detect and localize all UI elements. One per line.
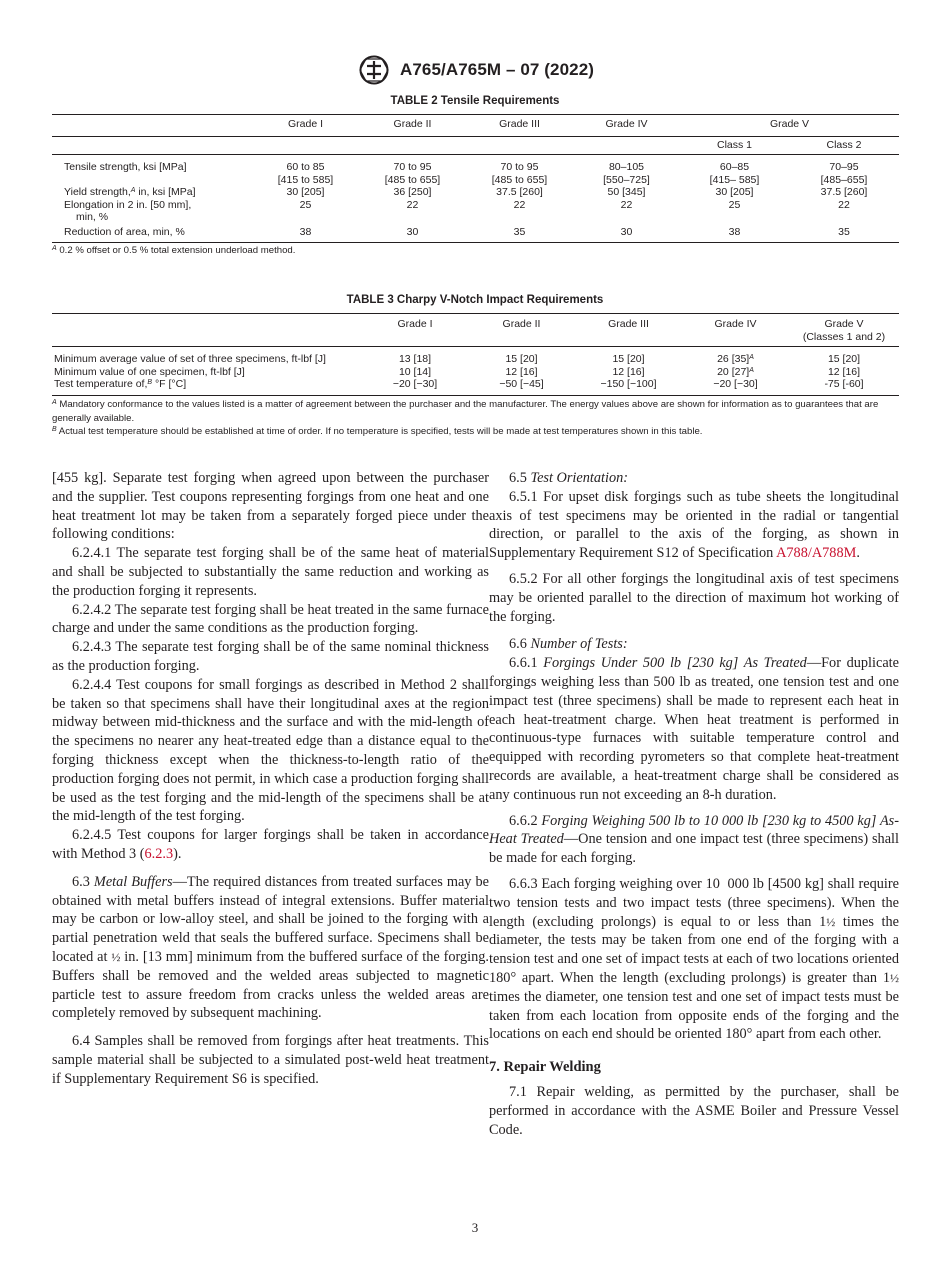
table-cell: 35 xyxy=(466,224,573,243)
table-cell: [415 to 585] xyxy=(277,173,334,186)
table-header-cell: Grade II xyxy=(359,115,466,137)
table-cell: 22 xyxy=(406,198,419,211)
section-heading-repair-welding: 7. Repair Welding xyxy=(489,1059,601,1076)
table-cell: 12 [16] xyxy=(827,365,861,378)
paragraph-7-1: 7.1 Repair welding, as permitted by the purchaser, shall be performed in accordance with the ASME Boiler and Pressure Vessel Code. xyxy=(489,1083,899,1138)
paragraph-6-2-4-4: 6.2.4.4 Test coupons for small forgings as described in Method 2 shall be taken so that specimens shall have their longitudinal axes at the region midway between mid-thickness and the surface and with the mid-length of the specimens no nearer any heat-treated edge than a distance equal to the forging thickness except when the thickness-to-length ratio of the production forging does not permit, in which case a production forging shall be used as the test forging and the mid-length of the specimens shall be at the mid-length of the test forging. xyxy=(52,676,489,825)
row-label: Minimum value of one specimen, ft-lbf [J] xyxy=(54,365,245,378)
footnote-mark: A xyxy=(130,187,136,194)
table-2-title: TABLE 2 Tensile Requirements xyxy=(390,95,560,107)
table-cell: 15 [20] xyxy=(827,353,861,365)
paragraph-6-5-2: 6.5.2 For all other forgings the longitudinal axis of test specimens may be oriented parallel to the direction of maximum hot working of the forging. xyxy=(489,570,899,625)
table-3-charpy xyxy=(52,313,899,396)
table-cell: 80–105 xyxy=(608,161,645,173)
row-label: Tensile strength, ksi [MPa] xyxy=(64,161,187,173)
table-cell: 30 [205] xyxy=(715,186,754,198)
table-header-cell: Grade II xyxy=(468,314,575,347)
left-column xyxy=(52,469,489,1089)
paragraph-6-2-4-3: 6.2.4.3 The separate test forging shall be of the same nominal thickness as the production forging. xyxy=(52,639,489,674)
table-cell: -75 [-60] xyxy=(789,378,899,395)
table-subheader-cell: Class 1 xyxy=(680,137,789,155)
table-cell: −20 [−30] xyxy=(682,378,789,395)
table-3-footnote-a: $^A$ Mandatory conformance to the values listed is a matter of agreement between the purchaser and the manufacturer. The energy values above are shown for information as to guarantees that are generally available. xyxy=(52,399,879,424)
table-row xyxy=(52,199,899,224)
table-cell: 37.5 [260] xyxy=(820,186,868,198)
paragraph-6-6-2: 6.6.2 Forging Weighing 500 lb to 10 000 lb [230 kg to 4500 kg] As-Heat Treated—One tension and one impact test (three specimens) shall be made for each forging. xyxy=(489,812,900,867)
table-cell: 20 [27]$^A$ xyxy=(717,365,754,378)
table-cell: 22 xyxy=(513,198,526,211)
table-header-cell: Grade IV xyxy=(573,115,680,137)
paragraph-6-2-4-5: 6.2.4.5 Test coupons for larger forgings shall be taken in accordance with Method 3 (6.2.3). xyxy=(52,827,489,862)
table-cell: 38 xyxy=(252,224,359,243)
astm-logo-icon xyxy=(356,54,392,86)
table-cell: [485–655] xyxy=(820,173,868,186)
table-cell: 35 xyxy=(789,224,899,243)
table-cell: 60 to 85 xyxy=(286,161,325,173)
table-cell: 38 xyxy=(680,224,789,243)
table-cell: 25 xyxy=(299,198,312,211)
row-label: Reduction of area, min, % xyxy=(52,224,252,243)
table-subheader-cell: Class 2 xyxy=(789,137,899,155)
paragraph-6-2-4-2: 6.2.4.2 The separate test forging shall be heat treated in the same furnace charge and under the same conditions as the production forging. xyxy=(52,601,489,637)
table-cell: [415– 585] xyxy=(709,173,760,186)
paragraph-6-6-1: 6.6.1 Forgings Under 500 lb [230 kg] As Treated—For duplicate forgings weighing less than 500 lb as treated, one tension test and one impact test (three specimens) shall be made to represent each heat in each heat-treatment charge. When heat treatment is performed in continuous-type furnaces with suitable temperature control and equipped with recording pyrometers so that complete heat-treatment records are available, a heat-treatment charge shall be considered as any continuous run not exceeding an 8-h duration. xyxy=(489,655,899,803)
table-cell: −50 [−45] xyxy=(468,378,575,395)
table-header-cell: Grade I xyxy=(362,314,468,347)
table-cell: 50 [345] xyxy=(607,186,646,198)
page-number: 3 xyxy=(471,1220,479,1235)
table-header-cell: Grade III xyxy=(466,115,573,137)
table-cell: 22 xyxy=(838,198,850,211)
table-cell: [485 to 655] xyxy=(491,173,548,186)
table-cell: 10 [14] xyxy=(398,365,432,378)
row-label: Yield strength,$^A$ in, ksi [MPa] xyxy=(64,186,196,198)
page-header xyxy=(0,54,950,86)
table-cell: 60–85 xyxy=(719,161,750,173)
table-cell: 15 [20] xyxy=(612,353,645,365)
table-row xyxy=(52,155,899,187)
table-header-cell: Grade V xyxy=(680,115,899,137)
table-cell: 70 to 95 xyxy=(500,161,539,173)
paragraph-6-4: 6.4 Samples shall be removed from forgings after heat treatments. This sample material shall be subjected to a simulated post-weld heat treatment if Supplementary Requirement S6 is specified. xyxy=(52,1033,489,1087)
table-cell: 12 [16] xyxy=(505,365,538,378)
table-2-tensile xyxy=(52,114,899,243)
paragraph-6-3: 6.3 Metal Buffers—The required distances from treated surfaces may be obtained with metal buffers instead of integral extensions. Buffer material may be carbon or low-alloy steel, and shall be joined to the forging with a partial penetration weld that seals the buffered surface. Specimens shall be located at ½ in. [13 mm] minimum from the buffered surface of the forging. Buffers shall be removed and the welded areas subjected to magnetic particle test to assure freedom from cracks unless the welded areas are completely removed by subsequent machining. xyxy=(52,873,489,1022)
table-3-title: TABLE 3 Charpy V-Notch Impact Requirements xyxy=(346,294,604,306)
table-row xyxy=(52,224,899,243)
heading-6-5: 6.5 Test Orientation: xyxy=(509,470,629,486)
table-cell: 30 xyxy=(359,224,466,243)
table-cell: 12 [16] xyxy=(612,365,645,378)
right-column xyxy=(489,469,899,1139)
table-cell: 70 to 95 xyxy=(393,161,432,173)
paragraph-6-2-4-1: 6.2.4.1 The separate test forging shall be of the same heat of material and shall be subjected to substantially the same reduction and working as the production forging it represents. xyxy=(52,545,489,599)
table-cell: −150 [−100] xyxy=(575,378,682,395)
table-cell: 30 [205] xyxy=(286,186,325,198)
table-cell: 25 xyxy=(728,198,741,211)
table-cell: 22 xyxy=(620,198,633,211)
heading-6-6: 6.6 Number of Tests: xyxy=(509,636,628,653)
table-row xyxy=(52,186,899,199)
row-label: Minimum average value of set of three specimens, ft-lbf [J] xyxy=(54,353,326,365)
table-header-cell: Grade IV xyxy=(682,314,789,347)
table-header-cell: Grade III xyxy=(575,314,682,347)
table-row xyxy=(52,347,899,366)
spec-link-a788[interactable]: A788/A788M xyxy=(776,545,857,562)
paragraph-6-6-3: 6.6.3 Each forging weighing over 10 000 lb [4500 kg] shall require two tension tests and two impact tests (three specimens). When the length (excluding prolongs) is equal to or less than 1½ times the diameter, the tests may be taken from one end of the forging with a tension test and one set of impact tests at each of two locations oriented 180° apart. When the length (excluding prolongs) is greater than 1½ times the diameter, one tension test and one set of impact tests must be taken from each location from opposite ends of the forging and the locations on each end should be oriented 180° apart from each other. xyxy=(489,875,900,1043)
table-cell: [485 to 655] xyxy=(384,173,441,186)
table-cell: −20 [−30] xyxy=(362,378,468,395)
paragraph: [455 kg]. Separate test forging when agreed upon between the purchaser and the supplier. Test coupons representing forgings from one heat and one heat treatment lot may be taken from a separately forged piece under the following conditions: xyxy=(52,470,489,543)
row-label: Test temperature of,$^B$ °F [°C] xyxy=(52,378,362,395)
table-cell: [550–725] xyxy=(603,173,650,186)
table-header-cell: Grade I xyxy=(252,115,359,137)
paragraph-6-5-1: 6.5.1 For upset disk forgings such as tube sheets the longitudinal axis of test specimens may be oriented in the radial or tangential direction, or parallel to the axis of the forging, as shown in Supplementary Requirement S12 of Specification A788/A788M. xyxy=(489,488,899,562)
table-cell: 36 [250] xyxy=(393,186,432,198)
table-row xyxy=(52,378,899,395)
table-cell: 13 [18] xyxy=(398,353,432,365)
table-header-cell: Grade V (Classes 1 and 2) xyxy=(789,314,899,347)
table-cell: 15 [20] xyxy=(505,353,538,365)
section-link-6-2-3[interactable]: 6.2.3 xyxy=(144,845,174,862)
table-3-footnote-b: $^B$ Actual test temperature should be established at time of order. If no temperature is specified, tests will be made at test temperatures shown in this table. xyxy=(52,426,703,437)
table-2-footnote: $^A$ 0.2 % offset or 0.5 % total extension underload method. xyxy=(52,245,296,256)
document-designation: A765/A765M – 07 (2022) xyxy=(399,60,595,79)
table-cell: 37.5 [260] xyxy=(496,186,543,198)
table-row xyxy=(52,366,899,379)
table-cell: 30 xyxy=(573,224,680,243)
table-cell: 70–95 xyxy=(829,161,859,173)
row-label: Elongation in 2 in. [50 mm], min, % xyxy=(64,198,192,223)
table-cell: 26 [35]$^A$ xyxy=(717,353,754,365)
